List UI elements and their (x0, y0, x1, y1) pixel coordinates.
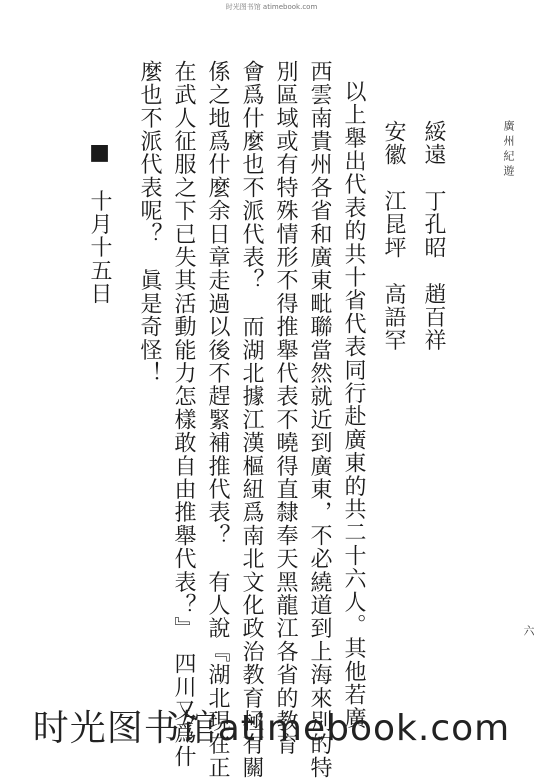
date-column: ■ 十月十五日 (87, 140, 112, 306)
text-column-1: 綏遠 丁孔昭 趙百祥 (421, 120, 446, 352)
top-url: 时光图书馆 atimebook.com (225, 3, 318, 11)
text-column-8: 在武人征服之下已失其活動能力怎樣敢自由推舉代表？』 四川又爲什 (171, 60, 196, 769)
watermark: 时光图书馆atimebook.com (32, 708, 511, 749)
text-column-3: 以上舉出代表的共十省代表同行赴廣東的共二十六人。其他若廣 (341, 80, 366, 730)
text-column-9: 麼也不派代表呢？ 眞是奇怪！ (137, 60, 162, 385)
text-column-6: 會爲什麼也不派代表？ 而湖北據江漢樞紐爲南北文化政治教育極有關 (239, 60, 264, 779)
text-column-7: 係之地爲什麼余日章走過以後不趕緊補推代表？ 有人說『湖北現在正 (205, 60, 230, 779)
running-head: 廣州紀遊 (502, 120, 515, 180)
text-column-2: 安徽 江昆坪 高語罕 (381, 120, 406, 352)
text-column-4: 西雲南貴州各省和廣東毗聯當然就近到廣東，不必繞道到上海來別的特 (307, 60, 332, 779)
text-column-5: 別區域或有特殊情形不得推舉代表不曉得直隸奉天黑龍江各省的教育 (273, 60, 298, 756)
page-number: 六 (522, 625, 535, 636)
